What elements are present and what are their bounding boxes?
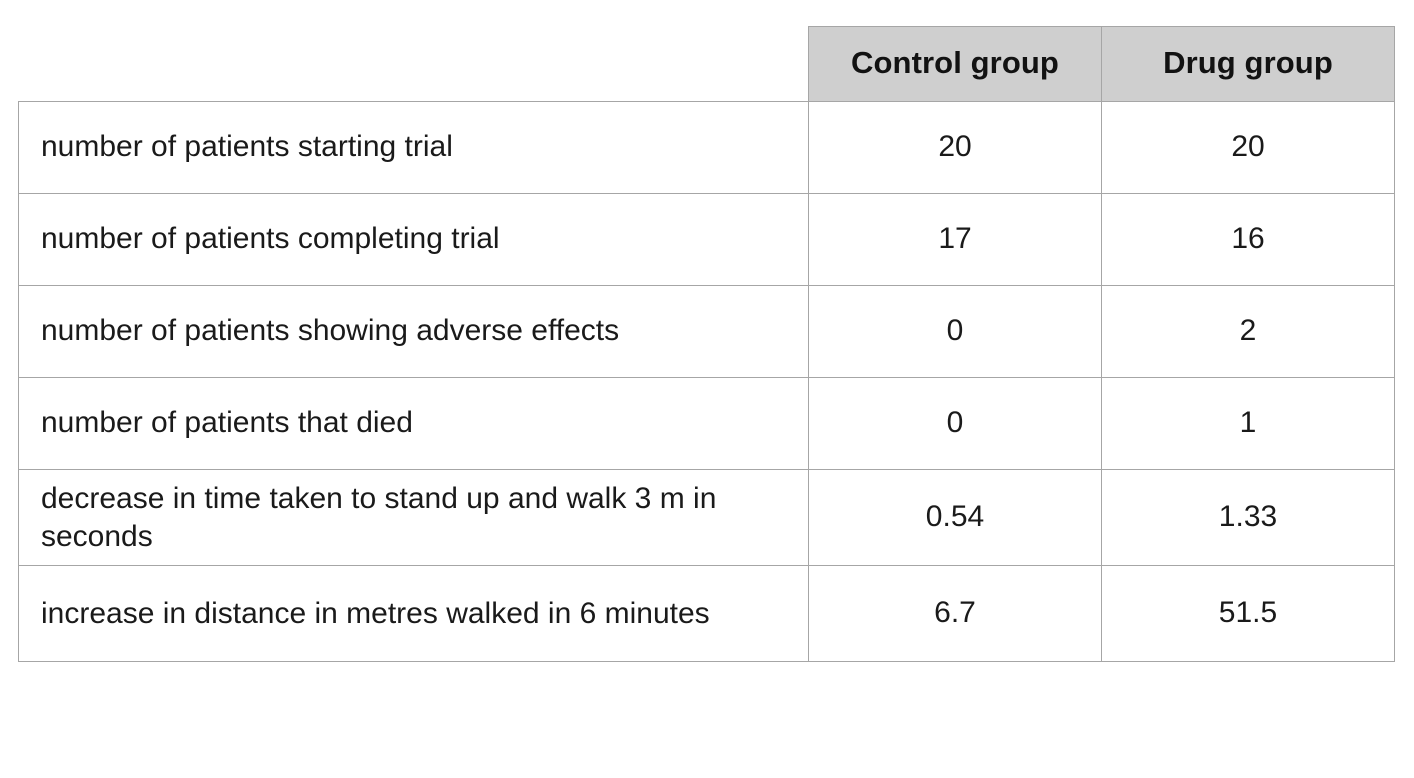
table-row bbox=[19, 470, 1395, 566]
row-value-drug: 1 bbox=[1102, 378, 1395, 470]
row-label: increase in distance in metres walked in 6 minutes bbox=[19, 566, 809, 662]
table-header bbox=[19, 27, 1395, 102]
column-header-drug-group: Drug group bbox=[1102, 27, 1395, 102]
row-label: number of patients completing trial bbox=[19, 194, 809, 286]
row-value-control: 0 bbox=[809, 286, 1102, 378]
column-header-control-group: Control group bbox=[809, 27, 1102, 102]
row-label: number of patients that died bbox=[19, 378, 809, 470]
row-label: number of patients starting trial bbox=[19, 102, 809, 194]
clinical-trial-results-table bbox=[18, 26, 1395, 662]
row-value-drug: 2 bbox=[1102, 286, 1395, 378]
table-row bbox=[19, 566, 1395, 662]
table-body bbox=[19, 102, 1395, 662]
table-row bbox=[19, 194, 1395, 286]
document-page bbox=[0, 26, 1414, 778]
row-value-control: 0 bbox=[809, 378, 1102, 470]
table-row bbox=[19, 102, 1395, 194]
table-row bbox=[19, 286, 1395, 378]
row-value-control: 20 bbox=[809, 102, 1102, 194]
row-value-control: 0.54 bbox=[809, 470, 1102, 566]
table-row bbox=[19, 378, 1395, 470]
row-value-drug: 16 bbox=[1102, 194, 1395, 286]
row-value-drug: 1.33 bbox=[1102, 470, 1395, 566]
row-label: decrease in time taken to stand up and walk 3 m in seconds bbox=[19, 470, 809, 566]
row-value-control: 6.7 bbox=[809, 566, 1102, 662]
table-header-row bbox=[19, 27, 1395, 102]
row-value-drug: 20 bbox=[1102, 102, 1395, 194]
row-label: number of patients showing adverse effects bbox=[19, 286, 809, 378]
row-value-drug: 51.5 bbox=[1102, 566, 1395, 662]
row-value-control: 17 bbox=[809, 194, 1102, 286]
table-corner-cell bbox=[19, 27, 809, 102]
